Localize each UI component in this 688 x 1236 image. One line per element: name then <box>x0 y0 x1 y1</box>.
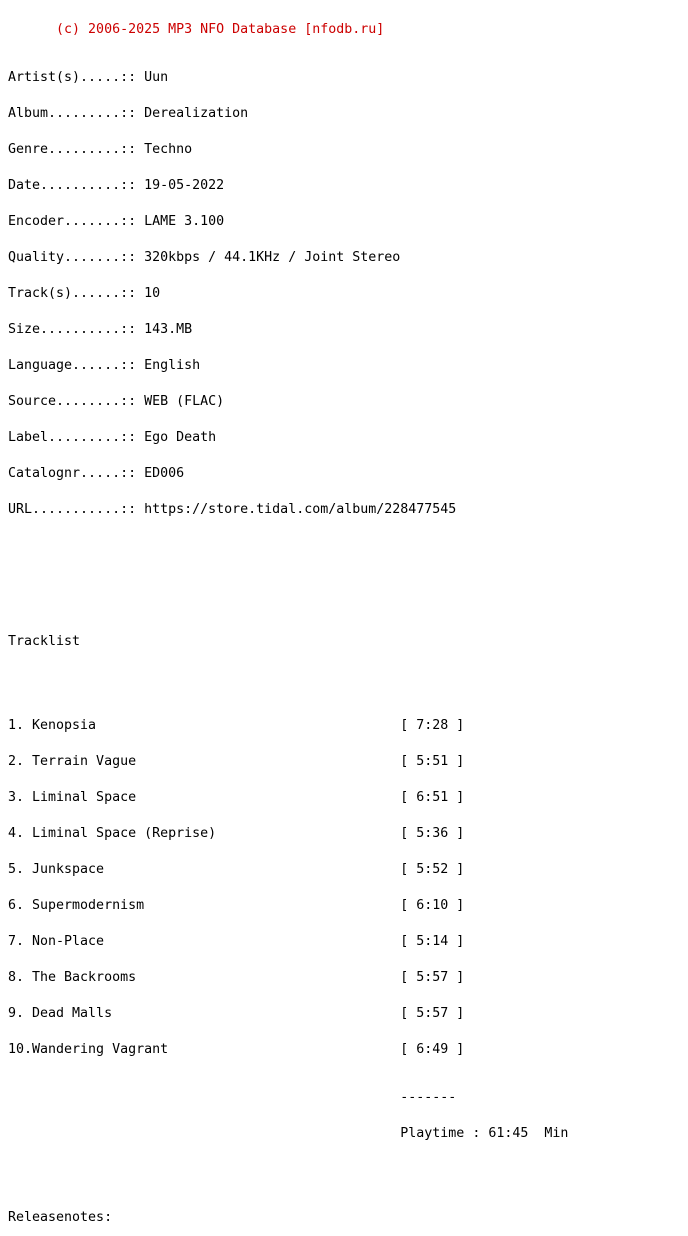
track-row: 8. The Backrooms [ 5:57 ] <box>8 970 465 985</box>
track-row: 7. Non-Place [ 5:14 ] <box>8 934 465 949</box>
info-url: URL...........:: https://store.tidal.com/album/228477545 <box>8 502 457 517</box>
nfo-document <box>8 0 568 1236</box>
nfodb-copyright-header: (c) 2006-2025 MP3 NFO Database [nfodb.ru] <box>8 22 385 37</box>
info-tracks: Track(s)......:: 10 <box>8 286 161 301</box>
track-row: 4. Liminal Space (Reprise) [ 5:36 ] <box>8 826 465 841</box>
info-artist: Artist(s).....:: Uun <box>8 70 169 85</box>
info-album: Album.........:: Derealization <box>8 106 249 121</box>
playtime-separator: ------- <box>8 1090 457 1105</box>
track-row: 1. Kenopsia [ 7:28 ] <box>8 718 465 733</box>
blank-line <box>8 552 568 564</box>
track-row: 10.Wandering Vagrant [ 6:49 ] <box>8 1042 465 1057</box>
info-date: Date..........:: 19-05-2022 <box>8 178 225 193</box>
blank-line <box>8 1164 568 1176</box>
info-quality: Quality.......:: 320kbps / 44.1KHz / Joint Stereo <box>8 250 401 265</box>
info-catalognr: Catalognr.....:: ED006 <box>8 466 185 481</box>
playtime-total: Playtime : 61:45 Min <box>8 1126 569 1141</box>
info-label: Label.........:: Ego Death <box>8 430 217 445</box>
track-row: 2. Terrain Vague [ 5:51 ] <box>8 754 465 769</box>
track-row: 3. Liminal Space [ 6:51 ] <box>8 790 465 805</box>
blank-line <box>8 588 568 600</box>
track-row: 6. Supermodernism [ 6:10 ] <box>8 898 465 913</box>
blank-line <box>8 672 568 684</box>
info-language: Language......:: English <box>8 358 201 373</box>
info-source: Source........:: WEB (FLAC) <box>8 394 225 409</box>
track-row: 5. Junkspace [ 5:52 ] <box>8 862 465 877</box>
info-genre: Genre.........:: Techno <box>8 142 193 157</box>
info-encoder: Encoder.......:: LAME 3.100 <box>8 214 225 229</box>
tracklist-heading: Tracklist <box>8 634 81 649</box>
info-size: Size..........:: 143.MB <box>8 322 193 337</box>
releasenotes-heading: Releasenotes: <box>8 1210 113 1225</box>
track-row: 9. Dead Malls [ 5:57 ] <box>8 1006 465 1021</box>
